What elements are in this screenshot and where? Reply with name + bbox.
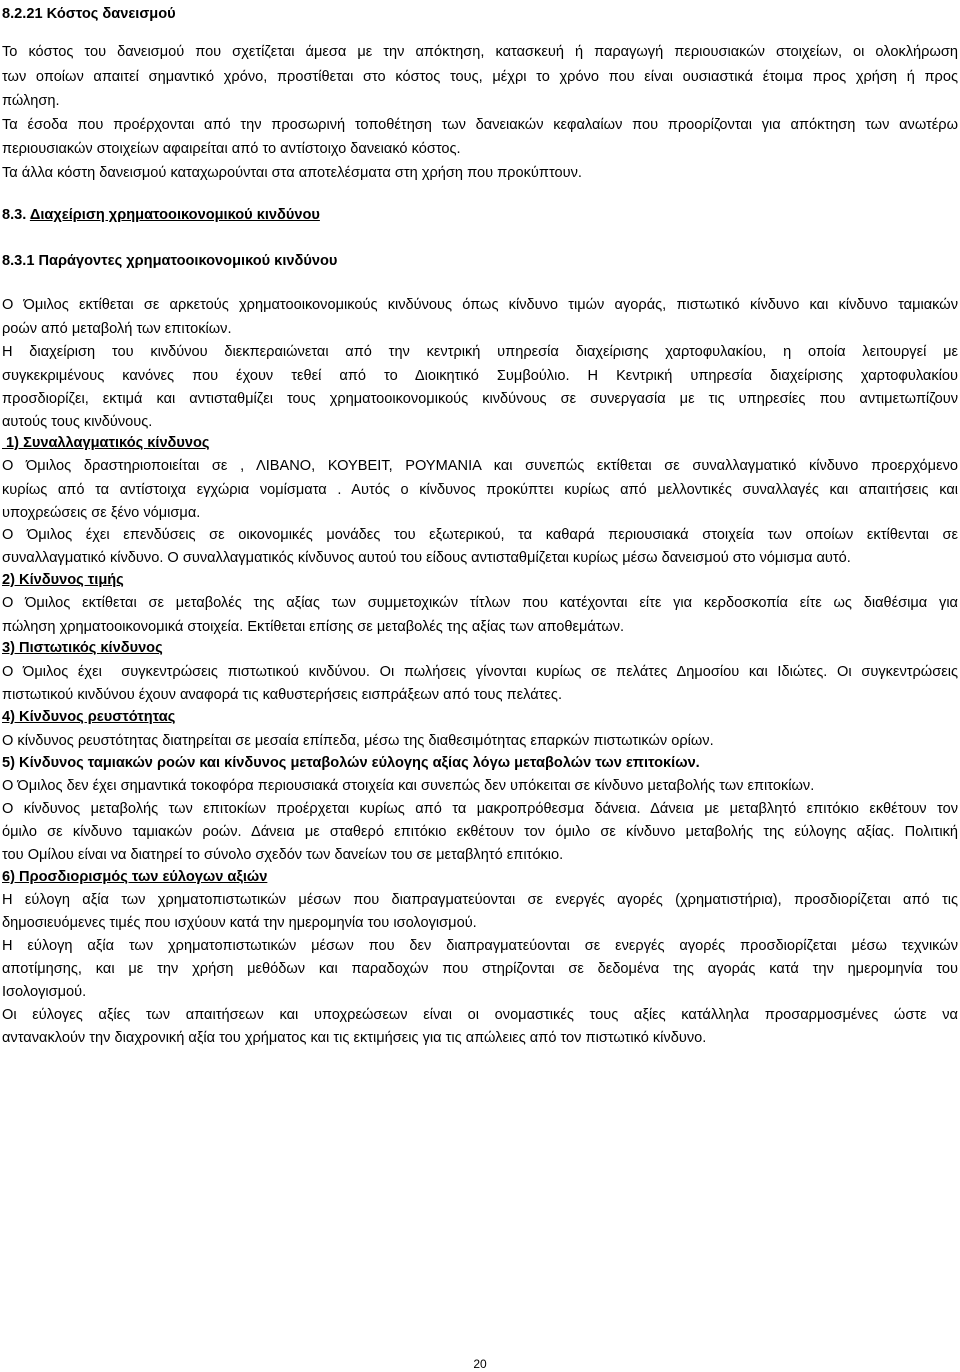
paragraph-line: Ο Όμιλος δραστηριοποιείται σε , ΛΙΒΑΝΟ, ΚΟΥΒΕΙΤ, ΡΟΥΜΑΝΙΑ και συνεπώς εκτίθεται σε συναλλαγματικό κίνδυνο προερχόμενο: [2, 458, 958, 474]
paragraph-line: κυρίως από τα αντίστοιχα εγχώρια νομίσματα . Αυτός ο κίνδυνος προκύπτει κυρίως από μελλοντικές συναλλαγές και απαιτήσεις και: [2, 482, 958, 498]
paragraph-line: των οποίων απαιτεί σημαντικό χρόνο, προστίθεται στο κόστος τους, μέχρι το χρόνο που είναι ουσιαστικά έτοιμα προς χρήση ή προς: [2, 69, 958, 85]
paragraph-line: περιουσιακών στοιχείων αφαιρείται από το αντίστοιχο δανειακό κόστος.: [2, 141, 461, 157]
paragraph-line: Η εύλογη αξία των χρηματοπιστωτικών μέσων που δεν διαπραγματεύονται σε ενεργές αγορές προσδιορίζεται μέσω τεχνικών: [2, 938, 958, 954]
paragraph-line: του Ομίλου είναι να διατηρεί το σύνολο σχεδόν των δανείων του σε μεταβλητό επιτόκιο.: [2, 847, 564, 863]
paragraph-line: Ισολογισμού.: [2, 984, 87, 1000]
section-heading-8-2-21: 8.2.21 Κόστος δανεισμού: [2, 6, 176, 22]
paragraph-line: υποχρεώσεις σε ξένο νόμισμα.: [2, 505, 201, 521]
paragraph-line: ροών από μεταβολή των επιτοκίων.: [2, 321, 232, 337]
paragraph-line: όμιλο σε κίνδυνο ταμιακών ροών. Δάνεια με σταθερό επιτόκιο εκθέτουν τον όμιλο σε κίνδυνο μεταβολής της εύλογης αξίας. Πολιτική: [2, 824, 958, 840]
paragraph-line: Η διαχείριση του κινδύνου διεκπεραιώνεται από την κεντρική υπηρεσία διαχείρισης χαρτοφυλακίου, η οποία λειτουργεί με: [2, 344, 958, 360]
section-heading-8-3-1: 8.3.1 Παράγοντες χρηματοοικονομικού κινδύνου: [2, 253, 338, 269]
paragraph-line: αντανακλούν την διαχρονική αξία του χρήματος και τις εκτιμήσεις για τις απώλειες από τον πιστωτικό κίνδυνο.: [2, 1030, 707, 1046]
paragraph-line: Τα άλλα κόστη δανεισμού καταχωρούνται στα αποτελέσματα στη χρήση που προκύπτουν.: [2, 165, 582, 181]
page-number: 20: [473, 1357, 487, 1371]
paragraph-line: συγκεκριμένους κανόνες που έχουν τεθεί από το Διοικητικό Συμβούλιο. Η Κεντρική υπηρεσία διαχείρισης χαρτοφυλακίου: [2, 368, 958, 384]
paragraph-line: Ο Όμιλος εκτίθεται σε αρκετούς χρηματοοικονομικούς κινδύνους όπως κίνδυνο τιμών αγοράς, πιστωτικό κίνδυνο και κίνδυνο ταμιακών: [2, 297, 958, 313]
paragraph-line: αποτίμησης, και με την χρήση μεθόδων και παραδοχών που στηρίζονται σε δεδομένα της αγοράς κατά την ημερομηνία του: [2, 961, 958, 977]
paragraph-line: συναλλαγματικό κίνδυνο. Ο συναλλαγματικός κίνδυνος αυτού του είδους αντισταθμίζεται κυρίως μέσω δανεισμού στο νόμισμα αυτό.: [2, 550, 851, 566]
paragraph-line: Ο κίνδυνος ρευστότητας διατηρείται σε μεσαία επίπεδα, μέσω της διαθεσιμότητας επαρκών πιστωτικών ορίων.: [2, 733, 714, 749]
paragraph-line: δημοσιευόμενες τιμές που ισχύουν κατά την ημερομηνία του ισολογισμού.: [2, 915, 477, 931]
paragraph-line: αυτούς τους κινδύνους.: [2, 414, 153, 430]
paragraph-line: Οι εύλογες αξίες των απαιτήσεων και υποχρεώσεων είναι οι ονομαστικές τους αξίες κατάλληλα προσαρμοσμένες ώστε να: [2, 1007, 958, 1023]
subheading-credit-risk: 3) Πιστωτικός κίνδυνος: [2, 640, 163, 656]
subheading-price-risk: 2) Κίνδυνος τιμής: [2, 572, 124, 588]
subheading-fx-risk: 1) Συναλλαγματικός κίνδυνος: [2, 435, 210, 451]
paragraph-line: προσδιορίζει, εκτιμά και αντισταθμίζει τους χρηματοοικονομικούς κινδύνους σε συνεργασία με τις υπηρεσίες που αντιμετωπίζουν: [2, 391, 958, 407]
paragraph-line: Ο Όμιλος έχει συγκεντρώσεις πιστωτικού κινδύνου. Οι πωλήσεις γίνονται κυρίως σε πελάτες Δημοσίου και Ιδιώτες. Οι συγκεντρώσεις: [2, 664, 958, 680]
subheading-liquidity-risk: 4) Κίνδυνος ρευστότητας: [2, 709, 176, 725]
paragraph-line: Ο Όμιλος έχει επενδύσεις σε οικονομικές μονάδες του εξωτερικού, τα καθαρά περιουσιακά στοιχεία των οποίων εκτίθενται σε: [2, 527, 958, 543]
subheading-fair-value: 6) Προσδιορισμός των εύλογων αξιών: [2, 869, 268, 885]
paragraph-line: Ο Όμιλος δεν έχει σημαντικά τοκοφόρα περιουσιακά στοιχεία και συνεπώς δεν υπόκειται σε κίνδυνο μεταβολής των επιτοκίων.: [2, 778, 815, 794]
paragraph-line: Ο κίνδυνος μεταβολής των επιτοκίων προέρχεται κυρίως από τα μακροπρόθεσμα δάνεια. Δάνεια με μεταβλητό επιτόκιο εκθέτουν τον: [2, 801, 958, 817]
section-number: 8.3.: [2, 207, 27, 223]
paragraph-line: πιστωτικού κινδύνου έχουν αναφορά τις καθυστερήσεις εισπράξεων από τους πελάτες.: [2, 687, 562, 703]
paragraph-line: πώληση χρηματοοικονομικά στοιχεία. Εκτίθεται επίσης σε μεταβολές της αξίας των αποθεμάτων.: [2, 619, 625, 635]
section-heading-8-3: [2, 204, 320, 226]
paragraph-line: Η εύλογη αξία των χρηματοπιστωτικών μέσων που διαπραγματεύονται σε ενεργές αγορές (χρηματιστήρια), προσδιορίζεται από τις: [2, 892, 958, 908]
paragraph-line: Το κόστος του δανεισμού που σχετίζεται άμεσα με την απόκτηση, κατασκευή ή παραγωγή περιουσιακών στοιχείων, οι ολοκλήρωση: [2, 44, 958, 60]
paragraph-line: πώληση.: [2, 93, 60, 109]
section-title: Διαχείριση χρηματοοικονομικού κινδύνου: [29, 207, 320, 223]
paragraph-line: Τα έσοδα που προέρχονται από την προσωρινή τοποθέτηση των δανειακών κεφαλαίων που προορίζονται για απόκτηση των ανωτέρω: [2, 117, 958, 133]
paragraph-line: Ο Όμιλος εκτίθεται σε μεταβολές της αξίας των συμμετοχικών τίτλων που κατέχονται είτε για κερδοσκοπία είτε ως διαθέσιμα για: [2, 595, 958, 611]
subheading-interest-rate-risk: 5) Κίνδυνος ταμιακών ροών και κίνδυνος μεταβολών εύλογης αξίας λόγω μεταβολών των επιτοκίων.: [2, 755, 700, 771]
